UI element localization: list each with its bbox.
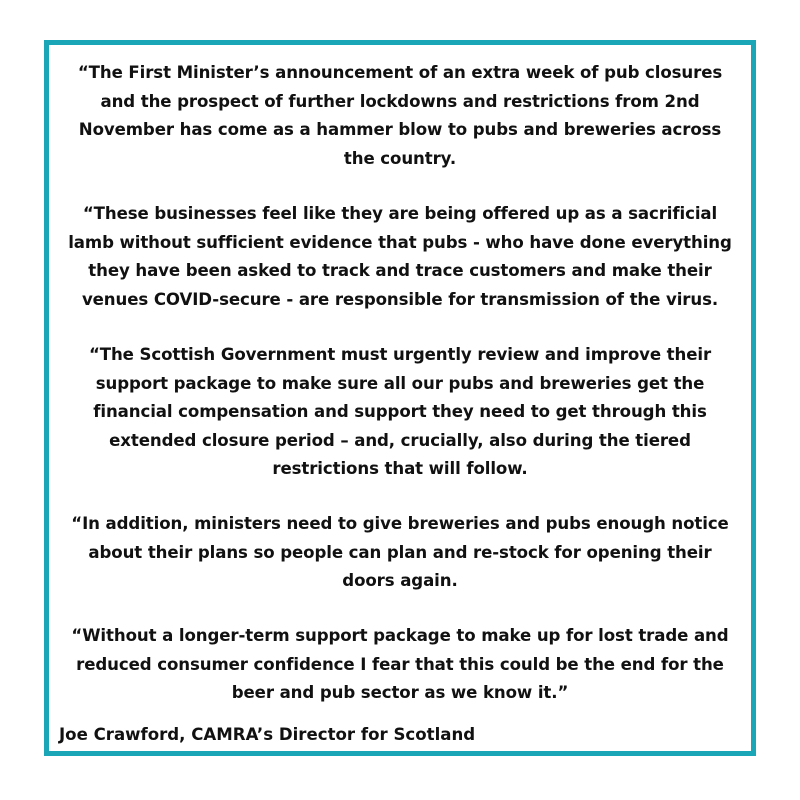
attribution: Joe Crawford, CAMRA’s Director for Scotland [59,725,476,744]
quote-paragraph-1: “The First Minister’s announcement of an extra week of pub closures and the prospect of further lockdowns and restrictions from 2nd November has come as a hammer blow to pubs and breweries across the country. [77,63,723,168]
quote-paragraph-2: “These businesses feel like they are being offered up as a sacrificial lamb without sufficient evidence that pubs - who have done everything they have been asked to track and trace customers and make their venues COVID-secure - are responsible for transmission of the virus. [68,204,732,309]
quote-paragraph-5: “Without a longer-term support package to make up for lost trade and reduced consumer confidence I fear that this could be the end for the beer and pub sector as we know it.” [71,626,729,702]
quote-frame [44,40,756,756]
quote-paragraph-3: “The Scottish Government must urgently review and improve their support package to make sure all our pubs and breweries get the financial compensation and support they need to get through this extended closure period – and, crucially, also during the tiered restrictions that will follow. [88,345,712,478]
quote-paragraph-4: “In addition, ministers need to give breweries and pubs enough notice about their plans so people can plan and re-stock for opening their doors again. [71,514,729,590]
